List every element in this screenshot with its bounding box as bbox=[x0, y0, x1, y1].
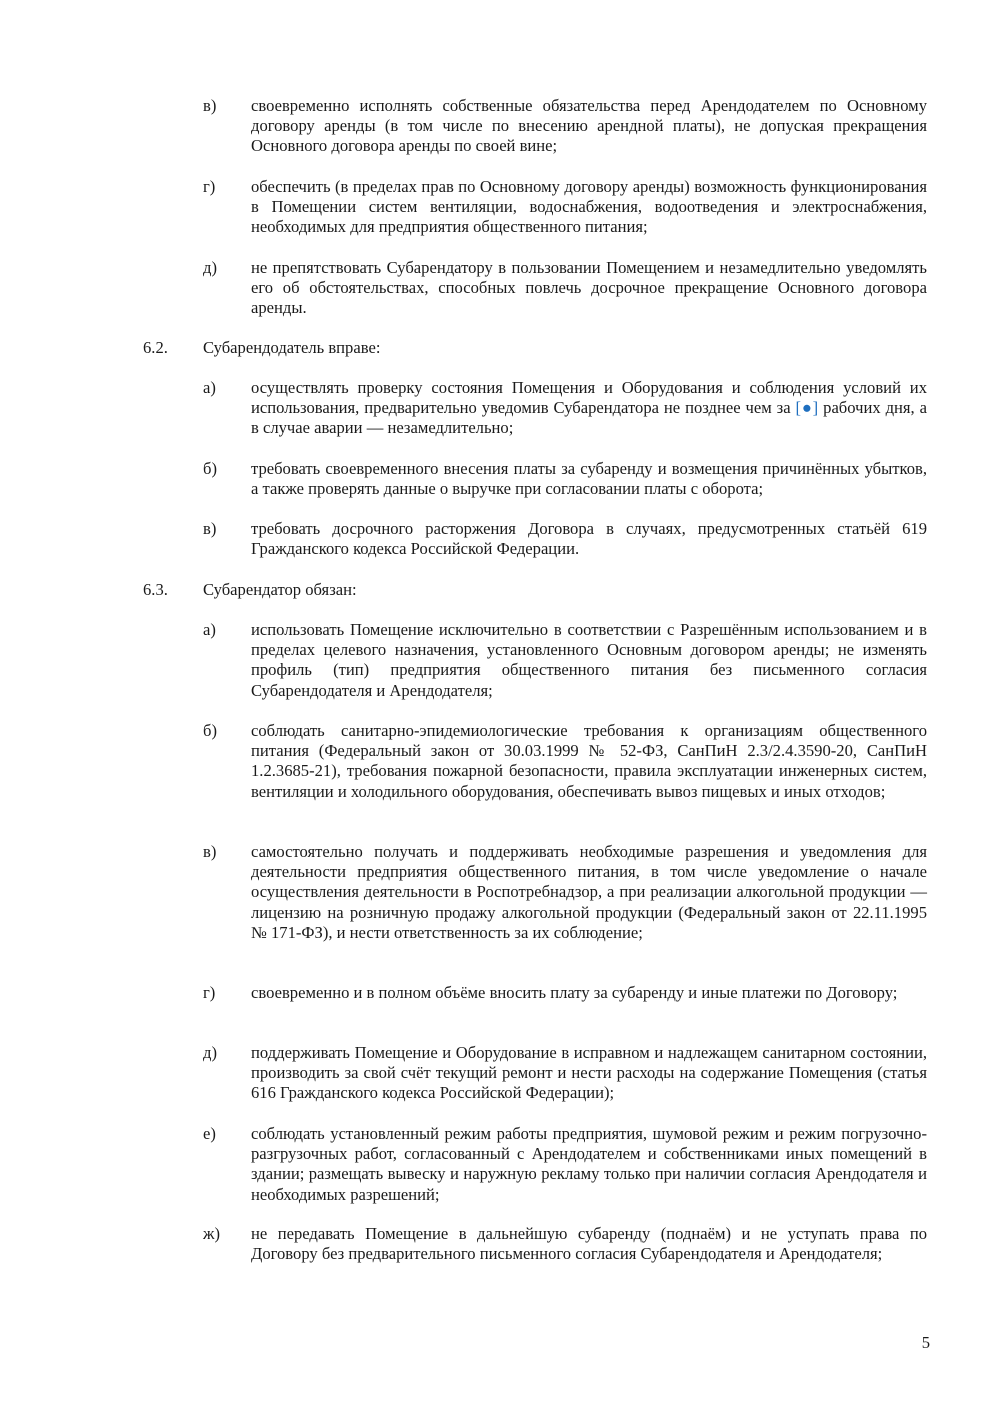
list-item-text: поддерживать Помещение и Оборудование в исправном и надлежащем санитарном состоянии, производить за свой счёт текущий ремонт и нести расходы на содержание Помещения (статья 616 Гражданского кодекса Российской Федерации); bbox=[251, 1043, 927, 1103]
list-item-text bbox=[251, 378, 927, 439]
list-item-text: своевременно и в полном объёме вносить плату за субаренду и иные платежи по Договору; bbox=[251, 983, 898, 1002]
list-item-text: соблюдать установленный режим работы предприятия, шумовой режим и режим погрузочно-разгрузочных работ, согласованный с Арендодателем и собственниками иных помещений в здании; размещать вывеску и наружную рекламу только при наличии согласия Арендодателя и необходимых разрешений; bbox=[251, 1124, 927, 1204]
list-item-letter: б) bbox=[203, 459, 217, 478]
list-item-text: соблюдать санитарно-эпидемиологические требования к организациям общественного питания (Федеральный закон от 30.03.1999 № 52-ФЗ, СанПиН 2.3/2.4.3590-20, СанПиН 1.2.3685-21), требования пожарной безопасности, правила эксплуатации инженерных систем, вентиляции и холодильного оборудования, обеспечивать вывоз пищевых и иных отходов; bbox=[251, 721, 927, 801]
list-item-text: требовать досрочного расторжения Договора в случаях, предусмотренных статьёй 619 Гражданского кодекса Российской Федерации. bbox=[251, 519, 927, 559]
list-item-letter: е) bbox=[203, 1124, 216, 1143]
text-before-placeholder: осуществлять проверку состояния Помещения и Оборудования и соблюдения условий их использования, предварительно уведомив Субарендатора не позднее чем за bbox=[251, 378, 927, 418]
list-item-text: требовать своевременного внесения платы за субаренду и возмещения причинённых убытков, а также проверять данные о выручке при согласовании платы с оборота; bbox=[251, 459, 927, 499]
days-placeholder: [●] bbox=[795, 398, 819, 418]
text-after-placeholder: рабочих дня, а в случае аварии — незамедлительно; bbox=[251, 398, 927, 438]
list-item-letter: г) bbox=[203, 177, 216, 196]
list-item-letter: ж) bbox=[203, 1224, 220, 1243]
list-item-text: своевременно исполнять собственные обязательства перед Арендодателем по Основному договору аренды (в том числе по внесению арендной платы), не допуская прекращения Основного договора аренды по своей вине; bbox=[251, 96, 927, 156]
list-item-text: обеспечить (в пределах прав по Основному договору аренды) возможность функционирования в Помещении систем вентиляции, водоснабжения, водоотведения и электроснабжения, необходимых для предприятия общественного питания; bbox=[251, 177, 927, 237]
list-item-letter: г) bbox=[203, 983, 216, 1002]
section-title: Субарендатор обязан: bbox=[203, 580, 357, 599]
list-item-text: использовать Помещение исключительно в соответствии с Разрешённым использованием и в пределах целевого назначения, установленного Основным договором аренды; не изменять профиль (тип) предприятия общественного питания без письменного согласия Субарендодателя и Арендодателя; bbox=[251, 620, 927, 700]
list-item-letter: д) bbox=[203, 1043, 217, 1062]
list-item-letter: д) bbox=[203, 258, 217, 277]
list-item-letter: б) bbox=[203, 721, 217, 740]
section-number: 6.2. bbox=[143, 338, 168, 357]
list-item-letter: в) bbox=[203, 519, 217, 538]
list-item-text: самостоятельно получать и поддерживать необходимые разрешения и уведомления для деятельности предприятия общественного питания, в том числе уведомление о начале осуществления деятельности в Роспотребнадзор, а при реализации алкогольной продукции — лицензию на розничную продажу алкогольной продукции (Федеральный закон от 22.11.1995 № 171-ФЗ), и нести ответственность за их соблюдение; bbox=[251, 842, 927, 942]
list-item-letter: в) bbox=[203, 842, 217, 861]
list-item-text: не передавать Помещение в дальнейшую субаренду (поднаём) и не уступать права по Договору без предварительного письменного согласия Субарендодателя и Арендодателя; bbox=[251, 1224, 927, 1264]
list-item-letter: в) bbox=[203, 96, 217, 115]
section-title: Субарендодатель вправе: bbox=[203, 338, 381, 357]
page-number: 5 bbox=[921, 1333, 930, 1352]
list-item-letter: а) bbox=[203, 378, 216, 397]
list-item-letter: а) bbox=[203, 620, 216, 639]
list-item-text: не препятствовать Субарендатору в пользовании Помещением и незамедлительно уведомлять его об обстоятельствах, способных повлечь досрочное прекращение Основного договора аренды. bbox=[251, 258, 927, 318]
section-number: 6.3. bbox=[143, 580, 168, 599]
